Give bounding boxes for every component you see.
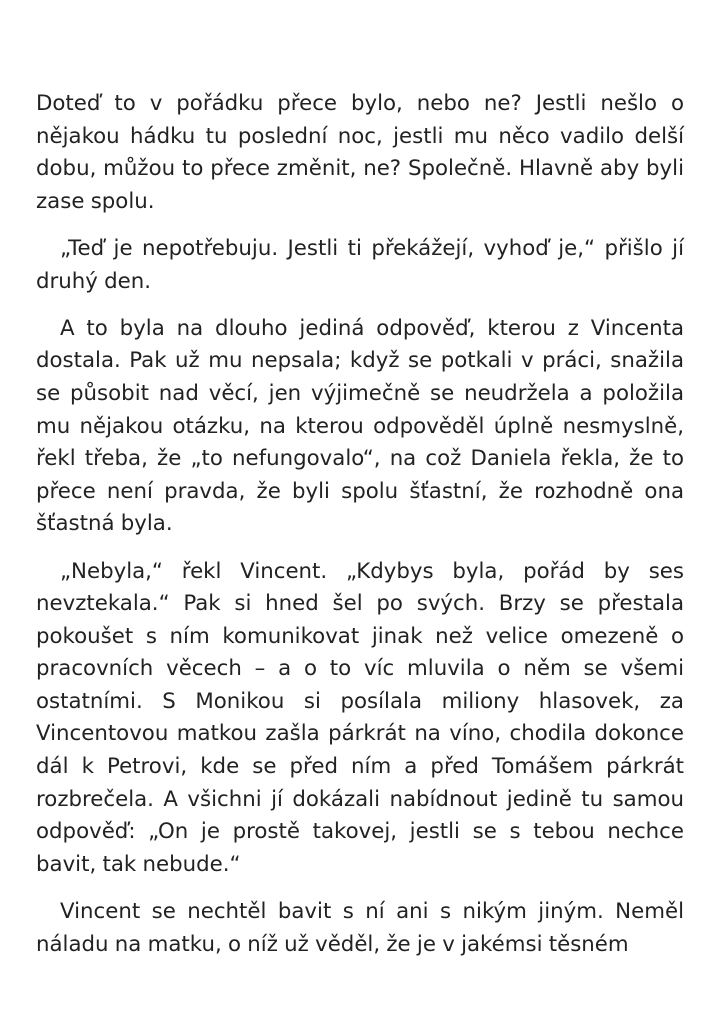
paragraph: Doteď to v pořádku přece bylo, nebo ne? Jestli nešlo o nějakou hádku tu poslední noc, jestli mu něco vadilo delší dobu, můžou to přece změnit, ne? Společně. Hlavně aby byli zase spolu. [36, 91, 684, 214]
book-page-text [36, 88, 684, 961]
paragraph: A to byla na dlouho jediná odpověď, kterou z Vincenta dostala. Pak už mu nepsala; když se potkali v práci, snažila se působit nad věcí, jen výjimečně se neudržela a položila mu nějakou otázku, na kterou odpověděl úplně nesmyslně, řekl třeba, že „to nefungovalo“, na což Daniela řekla, že to přece není pravda, že byli spolu šťastní, že rozhodně ona šťastná byla. [36, 315, 684, 537]
paragraph: „Teď je nepotřebuju. Jestli ti překážejí, vyhoď je,“ přišlo jí druhý den. [36, 235, 684, 294]
paragraph: Vincent se nechtěl bavit s ní ani s nikým jiným. Neměl náladu na matku, o níž už věděl, že je v jakémsi těsném [36, 899, 684, 957]
paragraph: „Nebyla,“ řekl Vincent. „Kdybys byla, pořád by ses nevztekala.“ Pak si hned šel po svých. Brzy se přestala pokoušet s ním komunikovat jinak než velice omezeně o pracovních věcech – a o to víc mluvila o něm se všemi ostatními. S Monikou si posílala miliony hlasovek, za Vincentovou matkou zašla párkrát na víno, chodila dokonce dál k Petrovi, kde se před ním a před Tomášem párkrát rozbrečela. A všichni jí dokázali nabídnout jedině tu samou odpověď: „On je prostě takovej, jestli se s tebou nechce bavit, tak nebude.“ [36, 558, 684, 877]
